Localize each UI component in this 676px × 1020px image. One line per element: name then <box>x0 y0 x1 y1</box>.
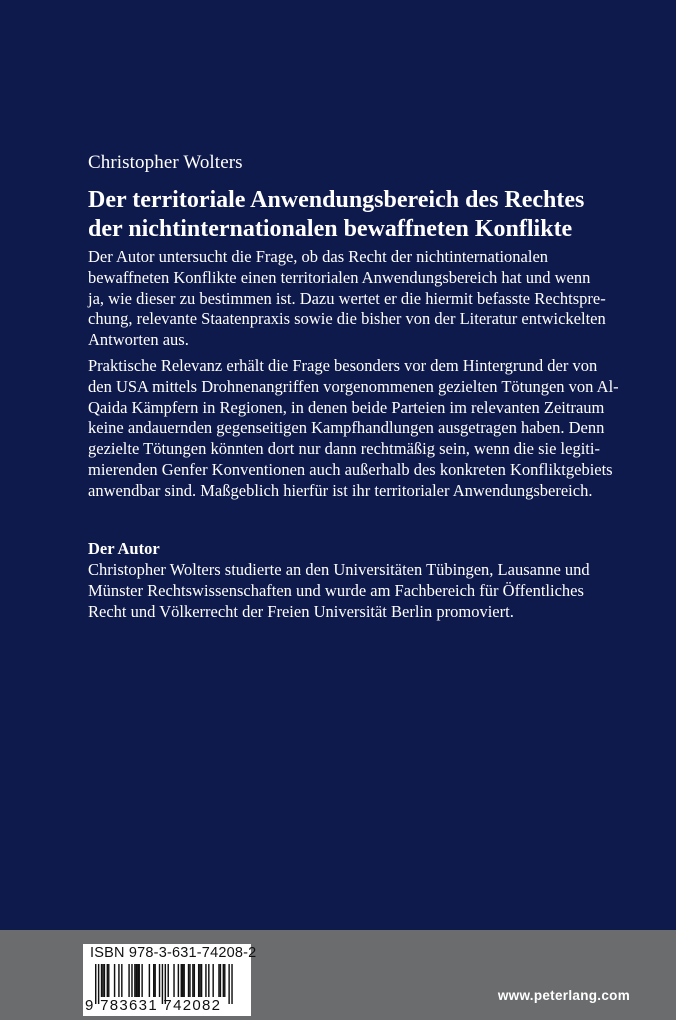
book-title <box>88 186 648 244</box>
barcode-bar <box>181 964 182 997</box>
barcode-bar <box>192 964 193 997</box>
title-line: Der territoriale Anwendungsbereich des Rechtes <box>88 187 585 213</box>
barcode-bar <box>220 964 221 997</box>
barcode-bar <box>218 964 219 997</box>
barcode-digits: 9 783631 742082 <box>85 997 222 1014</box>
barcode-bar <box>134 964 135 997</box>
about-author-heading: Der Autor <box>88 539 160 558</box>
barcode-bar <box>136 964 137 997</box>
barcode-bar <box>108 964 109 997</box>
text-line: chung, relevante Staatenpraxis sowie die bisher von der Literatur entwickelten <box>88 309 606 329</box>
barcode-bar <box>131 964 132 997</box>
text-line: mierenden Genfer Konventionen auch außerhalb des konkreten Konfliktgebiets <box>88 459 613 479</box>
barcode-bar <box>128 964 129 997</box>
barcode-bar <box>188 964 189 997</box>
barcode-bar <box>198 964 199 997</box>
barcode-bar <box>189 964 190 997</box>
text-line: Christopher Wolters studierte an den Universitäten Tübingen, Lausanne und <box>88 560 590 579</box>
text-line: ja, wie dieser zu bestimmen ist. Dazu wertet er die hiermit befasste Rechtspre- <box>88 288 606 308</box>
isbn-barcode <box>83 944 257 1016</box>
text-line: Qaida Kämpfern in Regionen, in denen beide Parteien im relevanten Zeitraum <box>88 397 605 417</box>
barcode-bar <box>121 964 122 997</box>
text-line: Praktische Relevanz erhält die Frage besonders vor dem Hintergrund der von <box>88 356 598 375</box>
text-line: den USA mittels Drohnenangriffen vorgenommenen gezielten Tötungen von Al- <box>88 376 619 396</box>
barcode-bar <box>205 964 206 997</box>
barcode-bar <box>201 964 202 997</box>
text-line: gezielte Tötungen könnten dort nur dann rechtmäßig sein, wenn die sie legiti- <box>88 439 600 459</box>
barcode-bar <box>208 964 209 997</box>
barcode-bar <box>101 964 102 997</box>
barcode-bar <box>212 964 213 997</box>
barcode-bar <box>102 964 103 997</box>
barcode-bar <box>194 964 195 997</box>
barcode-bar <box>149 964 150 997</box>
text-line: Münster Rechtswissenschaften und wurde am Fachbereich für Öffentliches <box>88 580 584 600</box>
barcode-bar <box>141 964 142 997</box>
about-author-text <box>88 560 648 622</box>
barcode-bar <box>223 964 224 997</box>
barcode-bar <box>199 964 200 997</box>
barcode-bar <box>178 964 179 997</box>
title-line: der nichtinternationalen bewaffneten Konflikte <box>88 216 573 242</box>
barcode-bar <box>159 964 160 997</box>
text-line: Recht und Völkerrecht der Freien Universität Berlin promoviert. <box>88 601 514 621</box>
author-name: Christopher Wolters <box>88 152 243 173</box>
barcode-bar <box>137 964 138 997</box>
barcode-bar <box>118 964 119 997</box>
barcode-bar <box>154 964 155 997</box>
barcode-bar <box>168 964 169 997</box>
barcode-bar <box>139 964 140 997</box>
barcode-bar <box>153 964 154 997</box>
cover-footer-band <box>0 930 676 1020</box>
description-paragraph-2 <box>88 356 648 502</box>
description-paragraph-1 <box>88 247 648 351</box>
text-line: Der Autor untersucht die Frage, ob das Recht der nichtinternationalen <box>88 247 549 266</box>
barcode-bar <box>182 964 183 997</box>
barcode-bar <box>224 964 225 997</box>
barcode-bar <box>114 964 115 997</box>
text-line: anwendbar sind. Maßgeblich hierfür ist ihr territorialer Anwendungsbereich. <box>88 480 593 500</box>
barcode-bar <box>183 964 184 997</box>
barcode-bar <box>107 964 108 997</box>
isbn-label: ISBN 978-3-631-74208-2 <box>90 945 257 961</box>
text-line: bewaffneten Konflikte einen territorialen Anwendungsbereich hat und wenn <box>88 267 591 287</box>
text-line: keine andauernden gegenseitigen Kampfhandlungen ausgetragen haben. Denn <box>88 418 605 438</box>
barcode-bar <box>173 964 174 997</box>
publisher-website: www.peterlang.com <box>497 988 630 1003</box>
text-line: Antworten aus. <box>88 330 189 350</box>
barcode-bar <box>104 964 105 997</box>
